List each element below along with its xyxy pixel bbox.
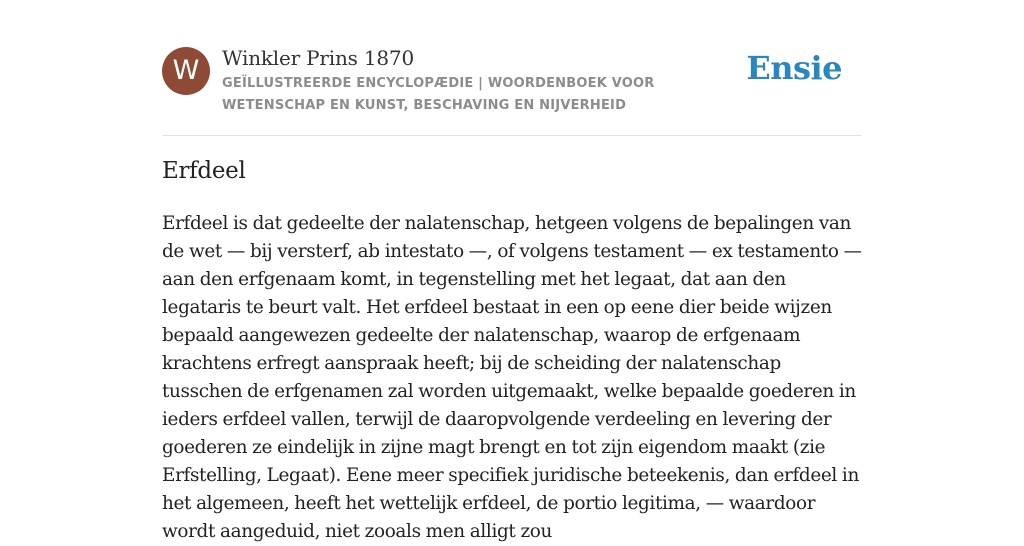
header-divider [162,135,862,136]
ensie-logo[interactable]: Ensie [746,49,842,87]
source-avatar[interactable]: W [162,47,210,95]
source-subtitle: GEÏLLUSTREERDE ENCYCLOPÆDIE | WOORDENBOEK VOOR WETENSCHAP EN KUNST, BESCHAVING EN NIJVERHEID [222,76,655,113]
source-title-link[interactable]: Winkler Prins 1870 [222,46,414,70]
source-header [162,46,862,118]
entry-title: Erfdeel [162,158,246,184]
entry-body: Erfdeel is dat gedeelte der nalatenschap, hetgeen volgens de bepalingen van de wet — bij versterf, ab intestato —, of volgens testament — ex testamento — aan den erfgenaam komt, in tegenstelling met het legaat, dat aan den legataris te beurt valt. Het erfdeel bestaat in een op eene dier beide wijzen bepaald aangewezen gedeelte der nalatenschap, waarop de erfgenaam krachtens erfregt aanspraak heeft; bij de scheiding der nalatenschap tusschen de erfgenamen zal worden uitgemaakt, welke bepaalde goederen in ieders erfdeel vallen, terwijl de daaropvolgende verdeeling en levering der goederen ze eindelijk in zijne magt brengt en tot zijn eigendom maakt (zie Erfstelling, Legaat). Eene meer specifiek juridische beteekenis, dan erfdeel in het algemeen, heeft het wettelijk erfdeel, de portio legitima, — waardoor wordt aangeduid, niet zooals men alligt zou [162,213,862,542]
